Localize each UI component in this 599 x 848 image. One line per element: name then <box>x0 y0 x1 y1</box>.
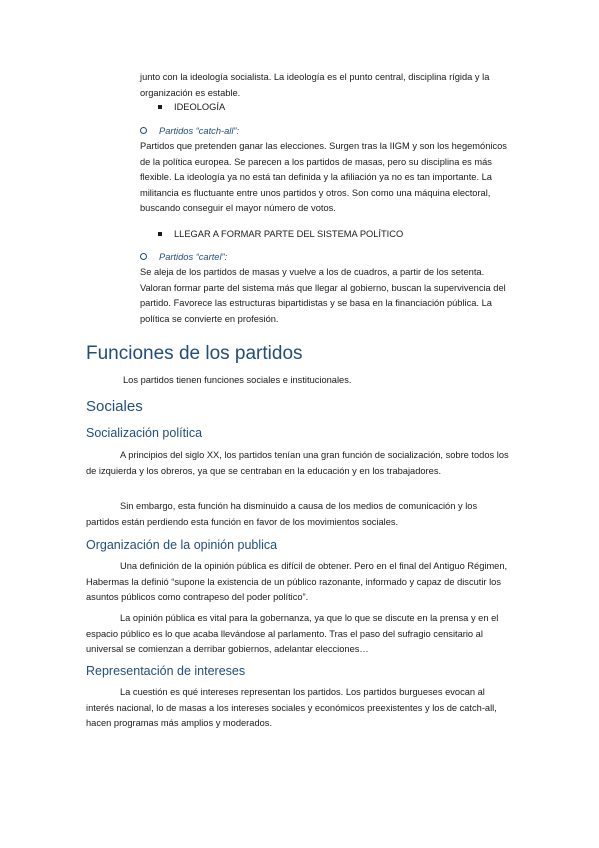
heading-opinion: Organización de la opinión publica <box>86 538 278 552</box>
heading-socializacion: Socialización política <box>86 426 203 440</box>
opinion-para1: Una definición de la opinión pública es difícil de obtener. Pero en el final del Antiguo Régimen, Habermas la definió “supone la existencia de un público razonante, informado y capaz de discutir los asuntos públicos como contrapeso del poder político”. <box>86 561 508 602</box>
funciones-intro: Los partidos tienen funciones sociales e institucionales. <box>123 375 352 385</box>
cartel-paragraph: Se aleja de los partidos de masas y vuelve a los de cuadros, a partir de los setenta. Valoran formar parte del sistema más que llegar al gobierno, buscan la supervivencia del partido. Favorece las estructuras bipartidistas y se basa en la financiación pública. La política se convierte en profesión. <box>140 267 506 324</box>
circle-bullet-icon <box>140 253 147 260</box>
bullet-ideologia-text: IDEOLOGÍA <box>174 102 226 112</box>
catch-all-label-text: Partidos “catch-all”: <box>159 126 240 136</box>
heading-representacion: Representación de intereses <box>86 664 246 678</box>
opinion-para2: La opinión pública es vital para la gobernanza, ya que lo que se discute en la prensa y en el espacio público es lo que acaba llevándose al parlamento. Tras el paso del sufragio censitario al universal se comienzan a derribar gobiernos, adelantar elecciones… <box>86 613 499 654</box>
square-bullet-icon <box>158 105 162 109</box>
bullet-ideologia <box>158 100 225 116</box>
socializacion-para2: Sin embargo, esta función ha disminuido a causa de los medios de comunicación y los partidos están perdiendo esta función en favor de los movimientos sociales. <box>86 501 478 527</box>
heading-sociales: Sociales <box>86 398 143 415</box>
bullet-sistema-politico <box>158 227 403 243</box>
socializacion-para1: A principios del siglo XX, los partidos tenían una gran función de socialización, sobre todos los de izquierda y los obreros, ya que se centraban en la educación y en los trabajadores. <box>86 450 509 476</box>
intro-paragraph: junto con la ideología socialista. La ideología es el punto central, disciplina rígida y la organización es estable. <box>140 72 490 98</box>
cartel-label <box>140 250 227 266</box>
representacion-para1: La cuestión es qué intereses representan los partidos. Los partidos burgueses evocan al interés nacional, lo de masas a los intereses sociales y económicos preexistentes y los de catch-all, hacen programas más amplios y moderados. <box>86 687 497 728</box>
bullet-sistema-text: LLEGAR A FORMAR PARTE DEL SISTEMA POLÍTICO <box>174 229 404 239</box>
catch-all-label <box>140 124 239 140</box>
catch-all-paragraph: Partidos que pretenden ganar las elecciones. Surgen tras la IIGM y son los hegemónicos de la política europea. Se parecen a los partidos de masas, pero su disciplina es más flexible. La ideología ya no está tan definida y la afiliación ya no es tan importante. La militancia es fluctuante entre unos partidos y otros. Son como una máquina electoral, buscando conseguir el mayor número de votos. <box>140 141 507 213</box>
cartel-label-text: Partidos “cartel”: <box>159 252 228 262</box>
circle-bullet-icon <box>140 127 147 134</box>
square-bullet-icon <box>158 232 162 236</box>
heading-funciones: Funciones de los partidos <box>86 343 303 364</box>
